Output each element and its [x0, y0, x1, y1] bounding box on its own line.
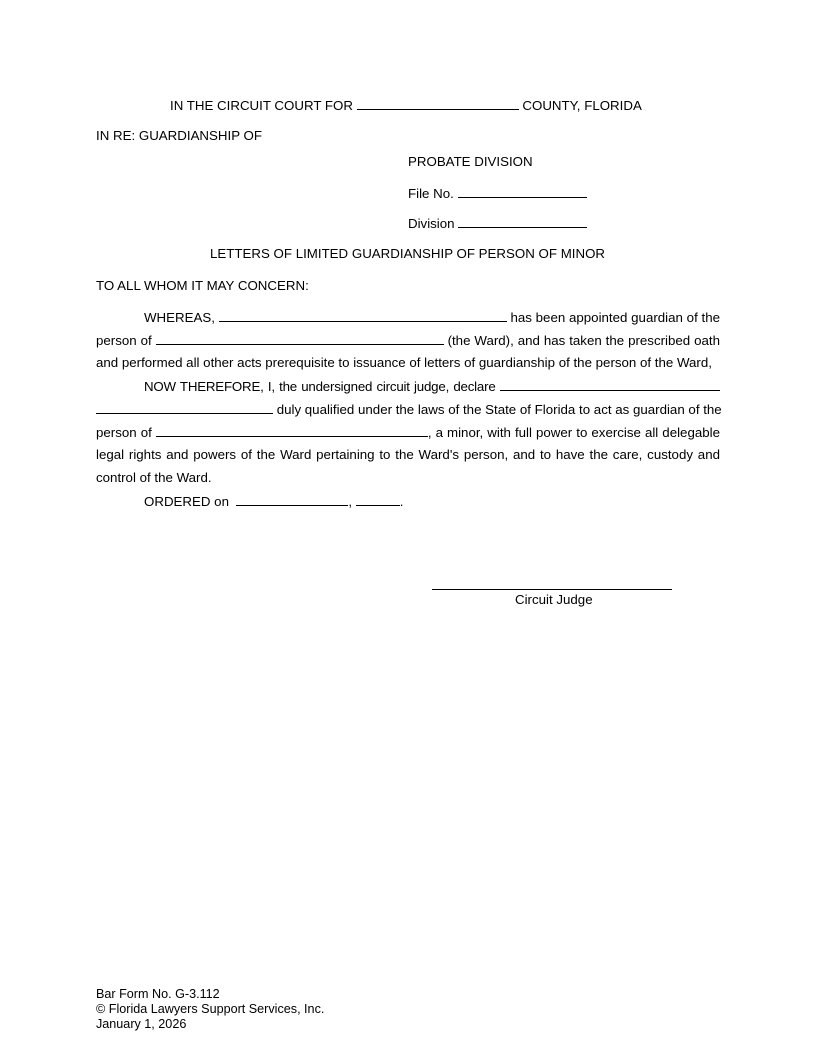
form-number: Bar Form No. G-3.112: [96, 987, 220, 1001]
qualified-tail: duly qualified under the laws of the State of Florida to act as guardian of the: [276, 402, 722, 417]
body-line-3: and performed all other acts prerequisite to issuance of letters of guardianship of the person of the Ward,: [96, 355, 712, 370]
guardian-name-blank[interactable]: [219, 309, 507, 322]
ward-name-blank[interactable]: [156, 332, 444, 345]
minor-line: [96, 424, 720, 441]
body-line-7: legal rights and powers of the Ward pertaining to the Ward's person, and to have the care, custody and: [96, 447, 720, 462]
ward-line: [96, 332, 720, 349]
now-therefore-text: NOW THEREFORE, I, the undersigned circuit judge, declare: [144, 379, 496, 394]
whereas-lead: WHEREAS,: [144, 310, 215, 325]
ordered-comma: ,: [348, 494, 353, 509]
declared-guardian-blank-1[interactable]: [500, 378, 720, 391]
file-no-label: File No.: [408, 186, 454, 201]
ordered-period: .: [399, 494, 404, 509]
document-title: LETTERS OF LIMITED GUARDIANSHIP OF PERSON OF MINOR: [210, 246, 606, 261]
minor-tail: , a minor, with full power to exercise all delegable: [427, 425, 720, 440]
ordered-date-blank[interactable]: [236, 493, 348, 506]
now-therefore-line: [144, 378, 720, 395]
person-of-label: person of: [96, 333, 152, 348]
court-prefix: IN THE CIRCUIT COURT FOR: [170, 98, 353, 113]
salutation: TO ALL WHOM IT MAY CONCERN:: [96, 278, 309, 293]
court-suffix: COUNTY, FLORIDA: [522, 98, 642, 113]
signature-label: Circuit Judge: [515, 592, 593, 607]
declared-guardian-blank-2[interactable]: [96, 401, 273, 414]
court-caption: [170, 97, 642, 114]
minor-name-blank[interactable]: [156, 424, 428, 437]
ordered-line: [144, 493, 403, 510]
division-line: [408, 215, 587, 232]
copyright: © Florida Lawyers Support Services, Inc.: [96, 1002, 325, 1016]
division-label: Division: [408, 216, 455, 231]
body-line-8: control of the Ward.: [96, 470, 212, 485]
file-no-line: [408, 185, 587, 202]
county-blank[interactable]: [357, 97, 519, 110]
judge-signature-line[interactable]: [432, 589, 672, 590]
ordered-year-blank[interactable]: [356, 493, 400, 506]
file-no-blank[interactable]: [458, 185, 587, 198]
form-date: January 1, 2026: [96, 1017, 187, 1031]
ordered-on-label: ORDERED on: [144, 494, 229, 509]
ward-tail: (the Ward), and has taken the prescribed oath: [447, 333, 720, 348]
whereas-line: [144, 309, 720, 326]
qualified-line: [96, 401, 720, 418]
form-footer: [96, 987, 324, 1032]
division-blank[interactable]: [458, 215, 587, 228]
probate-division: PROBATE DIVISION: [408, 154, 533, 169]
person-of-label-2: person of: [96, 425, 152, 440]
in-re-line: IN RE: GUARDIANSHIP OF: [96, 128, 262, 143]
whereas-tail: has been appointed guardian of the: [510, 310, 721, 325]
